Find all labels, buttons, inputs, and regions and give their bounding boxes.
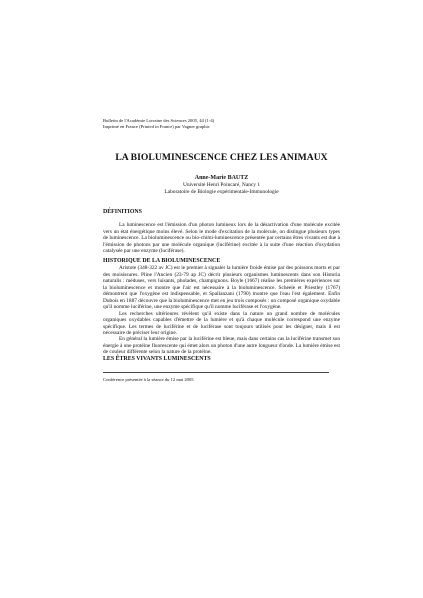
bulletin-line-1: Bulletin de l'Académie Lorraine des Sciences 2005, 44 (1-4) <box>103 118 215 123</box>
affiliation-university: Université Henri Poincaré, Nancy 1 <box>182 182 261 188</box>
footnote-rule <box>103 372 329 373</box>
historique-paragraph-1: Aristote (348-322 av JC) est le premier à signaler la lumière froide émise par des poissons morts et par des moisissures. Pline l'Ancien (23-79 ap JC) décrit plusieurs organismes luminescents dans son Historia naturalis : méduses, vers luisants, pholades, champignons. Boyle (1667) réalise les premières expériences sur la bioluminescence et montre que l'air est nécessaire à la bioluminescence. Scheele et Priestley (1767) démontrent que l'oxygène est indispensable, et Spallanzani (1790) montre que l'eau l'est également. Enfin Dubois en 1887 découvre que la bioluminescence met en jeu trois composés : un composé organique oxydable qu'il nomme luciférine, une enzyme spécifique qu'il nomme luciférase et l'oxygène. <box>103 265 340 311</box>
historique-paragraph-2: Les recherches ultérieures révèlent qu'il existe dans la nature un grand nombre de molécules organiques oxydables capables d'émettre de la lumière et qu'à chaque molécule correspond une enzyme spécifique. Les termes de luciférine et de luciférase sont toujours utilisés pour les désigner, mais il est nécessaire de préciser leur origine. <box>103 310 340 336</box>
definitions-paragraph: La luminescence est l'émission d'un photon lumineux lors de la désactivation d'une molécule excitée vers un état énergétique moins élevé. Selon le mode d'excitation de la molécule, on distingue plusieurs types de luminescence. La bioluminescence ou bio-chimi-luminescence présentée par certains êtres vivants est due à l'émission de photons par une molécule organique (luciférine) excitée à la suite d'une réaction d'oxydation catalysée par une enzyme (luciférase). <box>103 222 340 254</box>
section-heading-definitions: DÉFINITIONS <box>103 209 142 216</box>
affiliation-laboratory: Laboratoire de Biologie expérimentale-Immunologie <box>164 188 279 195</box>
article-title: LA BIOLUMINESCENCE CHEZ LES ANIMAUX <box>115 152 328 163</box>
bulletin-line-2: Imprimé en France (Printed in France) par Vagner graphic <box>103 124 210 129</box>
section-heading-etres-vivants: LES ÊTRES VIVANTS LUMINESCENTS <box>103 355 211 362</box>
footnote: Conférence présentée à la séance du 12 mai 2005 <box>103 376 194 382</box>
page-content <box>103 118 340 383</box>
section-heading-historique: HISTORIQUE DE LA BIOLUMINESCENCE <box>103 258 221 265</box>
author-name: Anne-Marie BAUTZ <box>194 175 249 181</box>
historique-paragraph-3: En général la lumière émise par la luciférine est bleue, mais dans certains cas la luciférine transmet son énergie à une protéine fluorescente qui émet alors un photon d'une autre longueur d'onde. La lumière émise est de couleur différente selon la nature de la protéine. <box>103 336 340 356</box>
